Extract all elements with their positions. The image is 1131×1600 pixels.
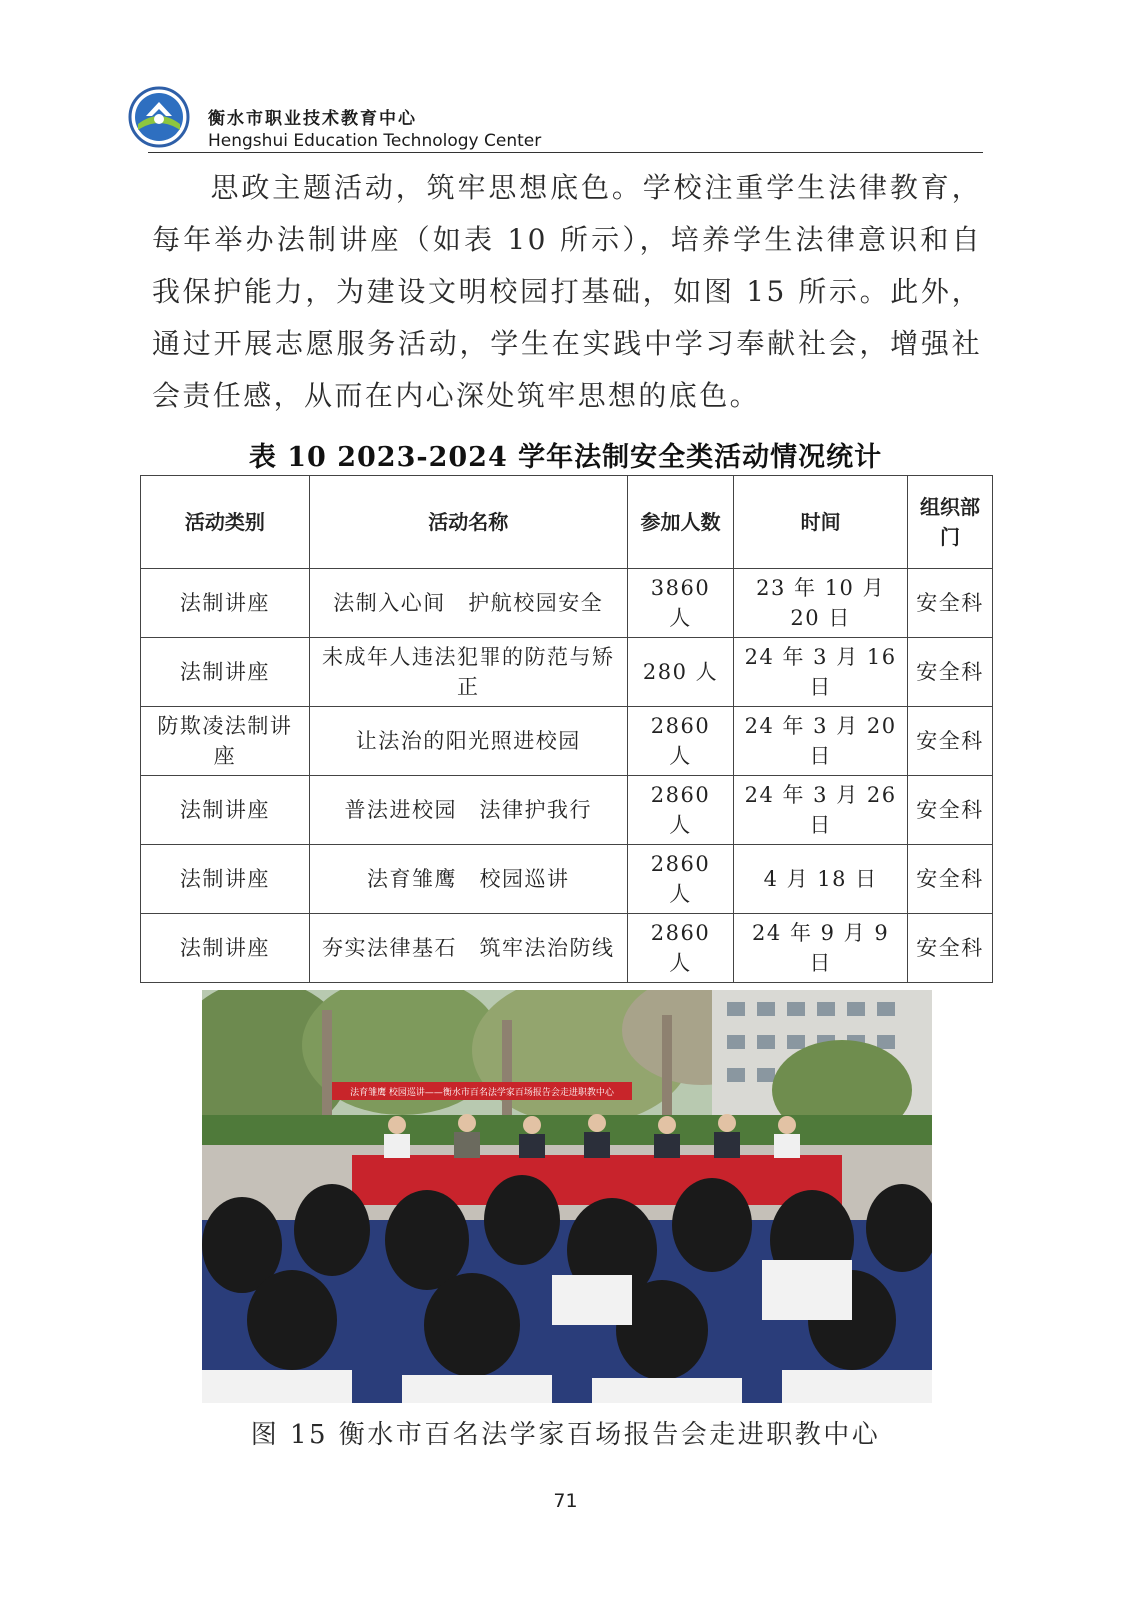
cell-participants: 2860 人 <box>627 707 733 776</box>
header-divider <box>148 152 983 153</box>
organization-name-cn: 衡水市职业技术教育中心 <box>208 109 417 129</box>
body-paragraph <box>152 162 982 422</box>
cell-date: 24 年 3 月 20 日 <box>734 707 908 776</box>
cell-activity-name: 法制入心间 护航校园安全 <box>309 569 627 638</box>
organization-name-en: Hengshui Education Technology Center <box>208 131 542 151</box>
table-row <box>141 707 993 776</box>
cell-participants: 2860 人 <box>627 845 733 914</box>
cell-participants: 2860 人 <box>627 776 733 845</box>
table-row <box>141 914 993 983</box>
cell-activity-name: 未成年人违法犯罪的防范与矫正 <box>309 638 627 707</box>
cell-activity-name: 让法治的阳光照进校园 <box>309 707 627 776</box>
table-row <box>141 776 993 845</box>
event-photo <box>202 990 932 1403</box>
cell-activity-name: 普法进校园 法律护我行 <box>309 776 627 845</box>
column-header: 参加人数 <box>627 476 733 569</box>
banner-text: 法育雏鹰 校园巡讲——衡水市百名法学家百场报告会走进职教中心 <box>350 1088 614 1098</box>
cell-department: 安全科 <box>908 638 993 707</box>
cell-date: 24 年 9 月 9 日 <box>734 914 908 983</box>
activity-statistics-table <box>140 475 993 983</box>
school-logo <box>128 86 190 148</box>
cell-department: 安全科 <box>908 707 993 776</box>
cell-category: 法制讲座 <box>141 845 310 914</box>
table-caption: 表 10 2023-2024 学年法制安全类活动情况统计 <box>248 442 883 473</box>
cell-category: 法制讲座 <box>141 776 310 845</box>
cell-participants: 3860 人 <box>627 569 733 638</box>
cell-category: 法制讲座 <box>141 914 310 983</box>
figure-caption: 图 15 衡水市百名法学家百场报告会走进职教中心 <box>250 1420 881 1450</box>
cell-participants: 2860 人 <box>627 914 733 983</box>
cell-department: 安全科 <box>908 914 993 983</box>
cell-category: 法制讲座 <box>141 569 310 638</box>
column-header: 活动名称 <box>309 476 627 569</box>
cell-department: 安全科 <box>908 569 993 638</box>
table-row <box>141 638 993 707</box>
cell-activity-name: 夯实法律基石 筑牢法治防线 <box>309 914 627 983</box>
column-header: 时间 <box>734 476 908 569</box>
cell-date: 23 年 10 月 20 日 <box>734 569 908 638</box>
column-header: 活动类别 <box>141 476 310 569</box>
cell-department: 安全科 <box>908 845 993 914</box>
cell-category: 法制讲座 <box>141 638 310 707</box>
cell-date: 24 年 3 月 16 日 <box>734 638 908 707</box>
cell-department: 安全科 <box>908 776 993 845</box>
table-row <box>141 845 993 914</box>
cell-activity-name: 法育雏鹰 校园巡讲 <box>309 845 627 914</box>
cell-date: 24 年 3 月 26 日 <box>734 776 908 845</box>
cell-date: 4 月 18 日 <box>734 845 908 914</box>
column-header: 组织部门 <box>908 476 993 569</box>
table-header-row <box>141 476 993 569</box>
cell-participants: 280 人 <box>627 638 733 707</box>
table-row <box>141 569 993 638</box>
body-paragraph-text: 思政主题活动，筑牢思想底色。学校注重学生法律教育，每年举办法制讲座（如表 10 所示），培养学生法律意识和自我保护能力，为建设文明校园打基础，如图 15 所示。此外，通过开展志愿服务活动，学生在实践中学习奉献社会，增强社会责任感，从而在内心深处筑牢思想的底色。 <box>152 171 982 412</box>
page-number: 71 <box>553 1490 578 1512</box>
cell-category: 防欺凌法制讲座 <box>141 707 310 776</box>
